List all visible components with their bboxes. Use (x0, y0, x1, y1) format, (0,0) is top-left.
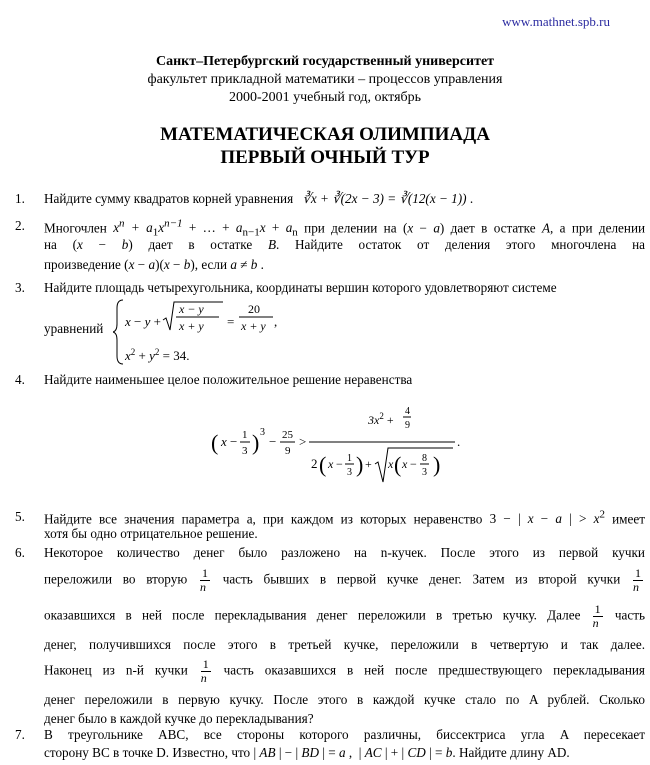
problem-number: 7. (15, 727, 25, 742)
svg-text:(: ( (319, 452, 327, 477)
svg-text:.: . (457, 434, 461, 449)
problem-text: переложили во вторую $\frac{1}{n}$ часть бывших в первой кучке денег. Затем из второй кучки $\frac{1}{n}$ (44, 566, 642, 594)
problem-2-line-1: Многочлен $x^n + a_1x^{n-1}$ + … + $a_{n-1}x + a_n$ при делении на (x − a) дает в остатке A, а при делении (44, 218, 646, 240)
svg-text:>: > (299, 434, 307, 449)
problem-5: 5. Найдите все значения параметра a, при каждом из которых неравенство 3 − | x − a | > $x^2$ имеет хотя бы одно отрицательное решение. (15, 509, 645, 541)
svg-text:x − y +: x − y + (125, 314, 161, 329)
svg-text:3: 3 (347, 467, 352, 478)
svg-text:x: x (402, 457, 408, 471)
problem-2-line-2: на (x − b) дает в остатке B. Найдите остаток от деления этого многочлена на (44, 237, 646, 252)
problem-6 (15, 545, 645, 730)
svg-text:−: − (230, 434, 238, 449)
problem-4 (15, 372, 645, 492)
equation-system (113, 298, 283, 366)
problem-2 (15, 218, 645, 278)
problem-text: Найдите сумму квадратов корней уравнения (44, 191, 294, 206)
svg-text:4: 4 (405, 406, 410, 417)
svg-text:8: 8 (422, 453, 427, 464)
problem-text: Найдите все значения параметра a, при каждом из которых неравенство (44, 511, 483, 527)
equation: ∛x + ∛(2x − 3) = ∛(12(x − 1)) (302, 191, 467, 206)
svg-text:): ) (356, 452, 364, 477)
svg-text:(: ( (394, 452, 402, 477)
site-url[interactable]: www.mathnet.spb.ru (502, 14, 610, 29)
condition-formula: | AB | − | BD | = a , | AC | + | CD | = b (253, 745, 453, 760)
academic-year: 2000-2001 учебный год, октябрь (228, 90, 422, 105)
svg-text:1: 1 (347, 453, 352, 464)
university-name: Санкт–Петербургский государственный университет (155, 54, 495, 69)
svg-text:3: 3 (422, 467, 427, 478)
problem-text: Найдите площадь четырехугольника, координаты вершин которого удовлетворяют системе (44, 280, 557, 295)
problem-1: 1. Найдите сумму квадратов корней уравнения ∛x + ∛(2x − 3) = ∛(12(x − 1)) . (15, 191, 474, 206)
svg-text:9: 9 (405, 420, 410, 431)
svg-text:x: x (388, 457, 394, 471)
faculty-name: факультет прикладной математики – процессов управления (147, 72, 503, 87)
problem-number: 3. (15, 280, 25, 295)
svg-text:1: 1 (242, 429, 248, 441)
title-line-2: ПЕРВЫЙ ОЧНЫЙ ТУР (220, 147, 430, 168)
problem-text: Наконец из n-й кучки $\frac{1}{n}$ часть оказавшихся в ней после предшествующего перекладывания (44, 657, 645, 685)
svg-text:3: 3 (260, 427, 265, 438)
problem-number: 1. (15, 191, 25, 206)
problem-number: 4. (15, 372, 25, 387)
svg-text:): ) (252, 430, 260, 455)
svg-text:−: − (410, 457, 417, 471)
problem-text: Некоторое количество денег было разложено на n-кучек. После этого из первой кучки (44, 545, 645, 560)
svg-text:x − y: x − y (179, 302, 204, 316)
svg-text:−: − (336, 457, 343, 471)
polynomial: $x^n + a_1x^{n-1}$ + … + $a_{n-1}x + a_n$ (113, 218, 298, 240)
problem-number: 2. (15, 218, 25, 233)
problem-text: денег переложили в первую кучку. После этого в каждой кучке стало по A рублей. Сколько (44, 692, 645, 707)
inequality: 3 − | x − a | > $x^2$ (489, 509, 605, 527)
problem-text: денег, получившихся после этого в третьей кучке, переложили в четвертую и так далее. (44, 637, 645, 652)
problem-text: оказавшихся в ней после перекладывания денег переложили в третью кучку. Далее $\frac{1}{n}$ часть (44, 602, 646, 630)
svg-text:20: 20 (248, 302, 260, 316)
svg-text:=: = (227, 314, 235, 329)
svg-text:x: x (328, 457, 334, 471)
problem-text: В треугольнике ABC, все стороны которого различны, биссектриса угла A пересекает (44, 727, 645, 742)
problem-number: 6. (15, 545, 25, 560)
problem-3 (15, 280, 645, 370)
problem-number: 5. (15, 509, 25, 524)
title-line-1: МАТЕМАТИЧЕСКАЯ ОЛИМПИАДА (160, 124, 490, 145)
svg-text:+: + (365, 457, 372, 471)
problem-text: Найдите наименьшее целое положительное решение неравенства (44, 372, 413, 387)
problem-text: денег было в каждой кучке до перекладывания? (44, 711, 314, 726)
svg-text:3x2 +: $3x^2$ + (368, 411, 394, 427)
svg-text:x: x (221, 434, 227, 449)
svg-text:x2 + y2 = 34.: $x^2 + y^2 = 34$. (125, 347, 190, 363)
svg-text:): ) (433, 452, 441, 477)
svg-text:9: 9 (285, 445, 291, 457)
svg-text:x + y: x + y (241, 319, 266, 333)
problem-text: уравнений (44, 321, 104, 336)
svg-text:3: 3 (242, 445, 248, 457)
inequality (211, 402, 471, 488)
problem-text: сторону BC в точке D. Известно, что | AB | − | BD | = a , | AC | + | CD | = b. Найдите длину AD. (44, 745, 570, 760)
svg-text:x + y: x + y (179, 319, 204, 333)
problem-text: хотя бы одно отрицательное решение. (44, 526, 258, 541)
problem-2-line-3: произведение (x − a)(x − b), если a ≠ b . (44, 257, 264, 272)
svg-text:,: , (274, 314, 278, 329)
svg-text:(: ( (211, 430, 219, 455)
problem-7 (15, 727, 645, 763)
svg-text:25: 25 (282, 429, 293, 441)
svg-text:−: − (269, 434, 277, 449)
svg-text:2: 2 (311, 456, 318, 471)
